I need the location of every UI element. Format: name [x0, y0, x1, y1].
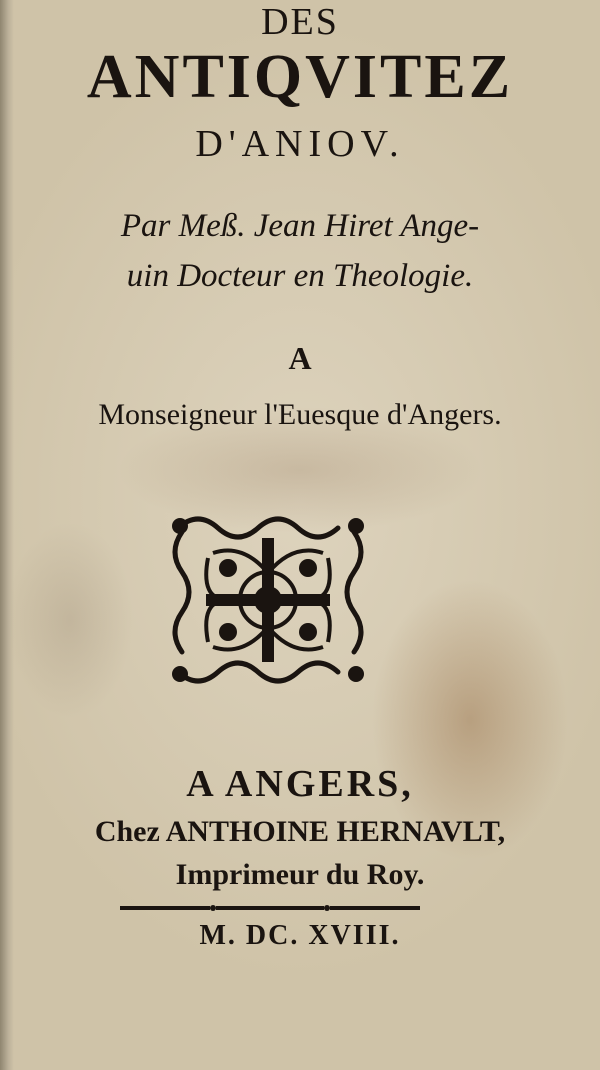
dedication-prefix: A — [288, 340, 312, 376]
author-line-1: Par Meß. Jean Hiret Ange- — [120, 208, 480, 244]
imprint-printer-line-1: Chez ANTHOINE HERNAVLT, — [94, 815, 506, 848]
decorative-rule — [120, 902, 420, 914]
title-line-daniou: D'ANIOV. — [195, 123, 405, 165]
title-line-des: DES — [261, 1, 339, 43]
imprint-date: M. DC. XVIII. — [199, 920, 401, 951]
imprint-place: A ANGERS, — [186, 763, 414, 805]
title-line-antiquitez: ANTIQVITEZ — [86, 43, 514, 111]
imprint-printer-line-2: Imprimeur du Roy. — [175, 858, 425, 891]
author-line-2: uin Docteur en Theologie. — [126, 258, 474, 294]
floral-printers-ornament-icon — [168, 508, 368, 692]
dedication-line: Monseigneur l'Euesque d'Angers. — [98, 398, 502, 431]
